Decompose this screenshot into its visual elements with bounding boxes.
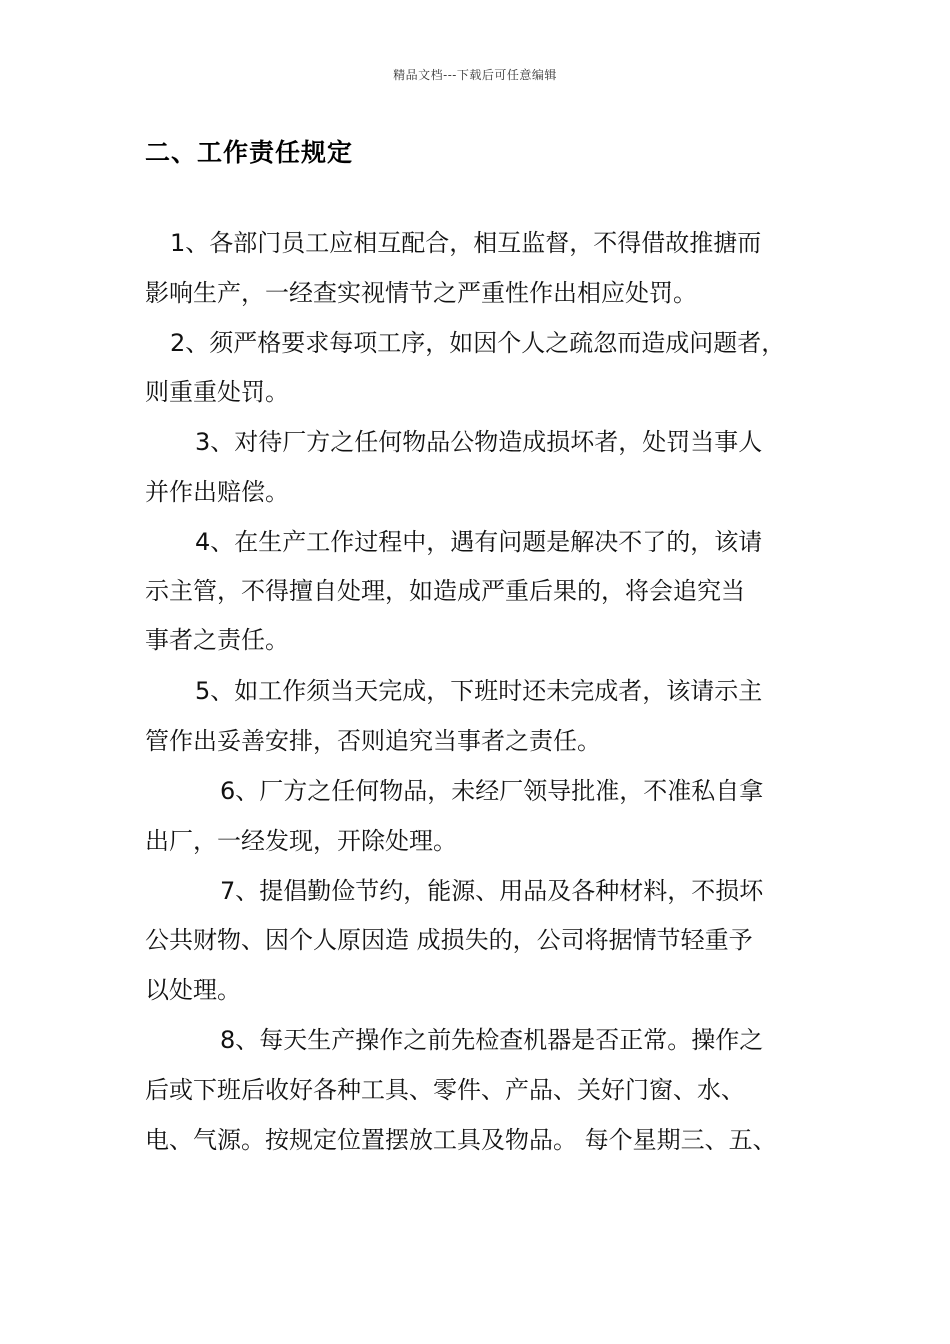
paragraph-4-line-2: 示主管，不得擅自处理，如造成严重后果的，将会追究当 [145,577,745,605]
paragraph-7-line-1: 7、提倡勤俭节约，能源、用品及各种材料，不损坏 [220,877,764,905]
paragraph-8-line-2: 后或下班后收好各种工具、零件、产品、关好门窗、水、 [145,1076,745,1104]
paragraph-3-line-2: 并作出赔偿。 [145,478,289,506]
paragraph-5-line-2: 管作出妥善安排，否则追究当事者之责任。 [145,727,601,755]
paragraph-8-line-3: 电、气源。按规定位置摆放工具及物品。 每个星期三、五、 [145,1126,777,1154]
section-heading: 二、工作责任规定 [145,138,354,167]
paragraph-8-line-1: 8、每天生产操作之前先检查机器是否正常。操作之 [220,1026,764,1054]
paragraph-7-line-2: 公共财物、因个人原因造 成损失的，公司将据情节轻重予 [145,926,753,954]
paragraph-2-line-1: 2、须严格要求每项工序，如因个人之疏忽而造成问题者， [170,329,786,357]
paragraph-1-line-1: 1、各部门员工应相互配合，相互监督，不得借故推搪而 [170,229,762,257]
paragraph-7-line-3: 以处理。 [145,976,241,1004]
paragraph-1-line-2: 影响生产，一经查实视情节之严重性作出相应处罚。 [145,279,697,307]
paragraph-3-line-1: 3、对待厂方之任何物品公物造成损坏者，处罚当事人 [195,428,763,456]
paragraph-5-line-1: 5、如工作须当天完成，下班时还未完成者，该请示主 [195,677,763,705]
paragraph-2-line-2: 则重重处罚。 [145,378,289,406]
paragraph-4-line-1: 4、在生产工作过程中，遇有问题是解决不了的，该请 [195,528,763,556]
paragraph-6-line-1: 6、厂方之任何物品，未经厂领导批准，不准私自拿 [220,777,764,805]
paragraph-4-line-3: 事者之责任。 [145,626,289,654]
paragraph-6-line-2: 出厂，一经发现，开除处理。 [145,827,457,855]
page-header-watermark: 精品文档---下载后可任意编辑 [393,68,557,82]
